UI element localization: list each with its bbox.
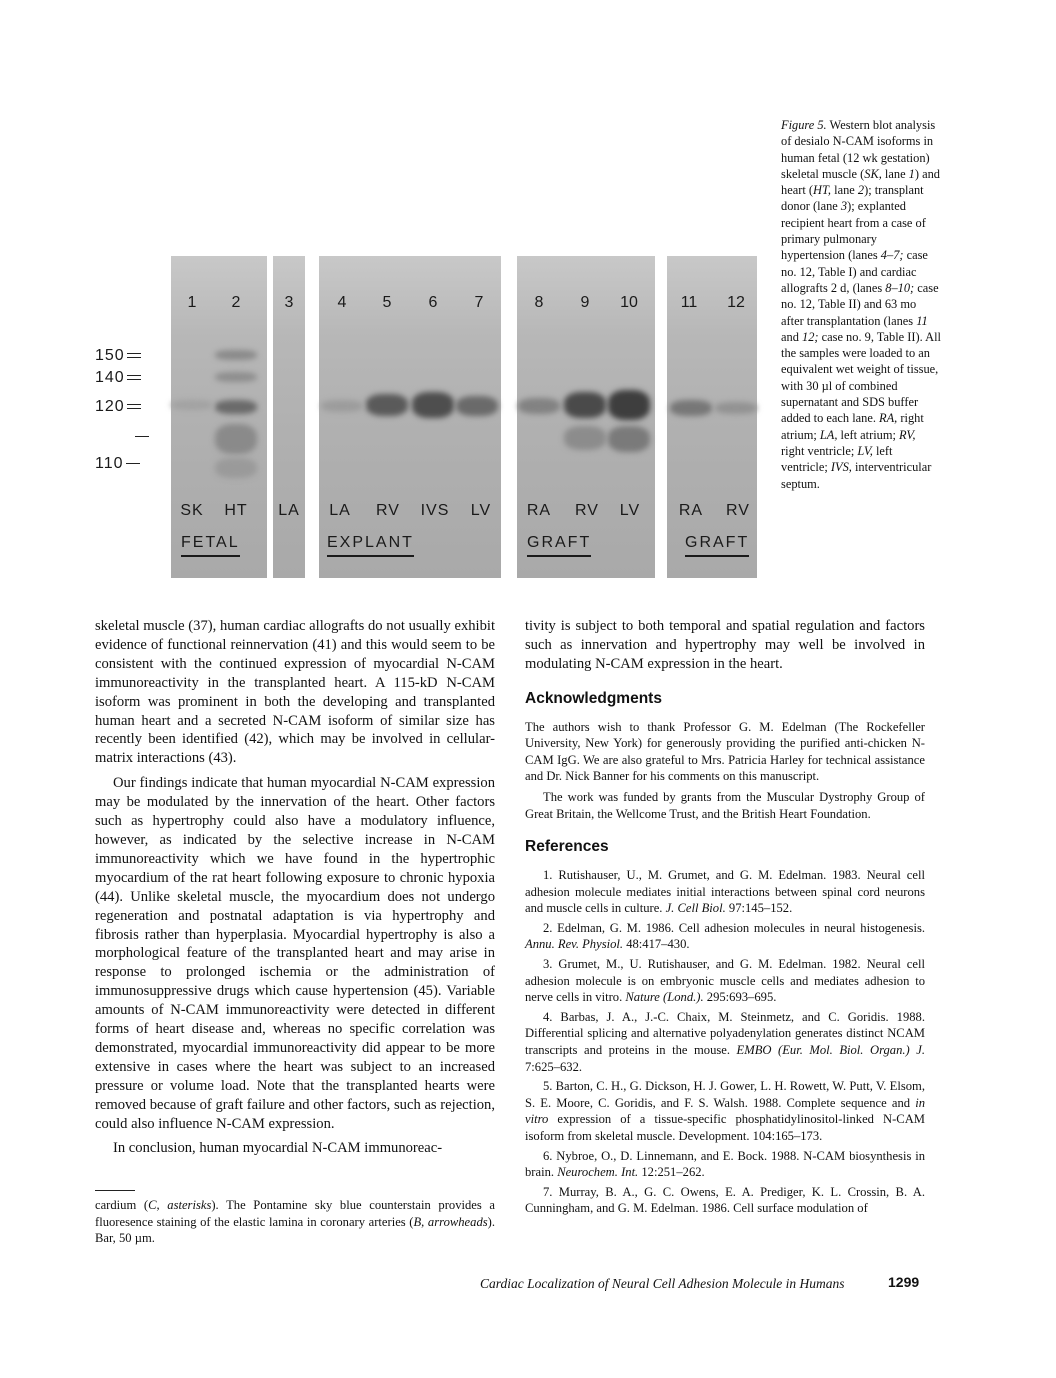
reference-item: 7. Murray, B. A., G. C. Owens, E. A. Prediger, K. L. Crossin, B. A. Cunningham, and G. M. Edelman. 1986. Cell surface modulation of bbox=[525, 1184, 925, 1216]
band bbox=[215, 372, 257, 382]
lane-number: 5 bbox=[382, 294, 392, 311]
reference-item: 1. Rutishauser, U., M. Grumet, and G. M. Edelman. 1983. Neural cell adhesion molecule mediates initial interactions between spinal cord neurons and muscle cells in culture. J. Cell Biol. 97:145–152. bbox=[525, 868, 925, 916]
footnote-rule bbox=[95, 1190, 135, 1191]
western-blot-figure bbox=[95, 250, 765, 582]
lane-label: LV bbox=[470, 502, 492, 519]
figure-caption: Figure 5. Western blot analysis of desialo N-CAM isoforms in human fetal (12 wk gestation) skeletal muscle (SK, lane 1) and heart (HT, lane 2); transplant donor (lane 3); explanted recipient heart from a case of primary pulmonary hypertension (lanes 4–7; case no. 12, Table I) and cardiac allografts 2 d, (lanes 8–10; case no. 12, Table II) and 63 mo after transplantation (lanes 11 and 12; case no. 9, Table II). All the samples were loaded to an equivalent wet weight of tissue, with 30 µl of combined supernatant and SDS buffer added to each lane. RA, right atrium; LA, left atrium; RV, right ventricle; LV, left ventricle; IVS, interventricular septum. bbox=[781, 118, 941, 491]
band bbox=[321, 400, 363, 412]
band bbox=[215, 350, 257, 360]
acknowledgments-heading: Acknowledgments bbox=[525, 689, 662, 707]
band bbox=[215, 424, 257, 454]
footnote: cardium (C, asterisks). The Pontamine sky blue counterstain provides a fluoresence staining of the elastic lamina in coronary arteries (B, arrowheads). Bar, 50 µm. bbox=[95, 1198, 496, 1246]
lane-number: 6 bbox=[428, 294, 438, 311]
group-label-graft: GRAFT bbox=[685, 534, 749, 557]
lane-number: 3 bbox=[284, 294, 294, 311]
acknowledgments-text: The authors wish to thank Professor G. M. Edelman (The Rockefeller University, New York) for generously providing the purified anti-chicken N-CAM IgG. We are also grateful to Mrs. Patricia Harley for technical assistance and Dr. Nick Banner for his comments on this manuscript. bbox=[525, 719, 925, 784]
page-number: 1299 bbox=[888, 1274, 920, 1290]
lane-label: IVS bbox=[420, 502, 450, 519]
body-paragraph: Our findings indicate that human myocardial N-CAM expression may be modulated by the innervation of the heart. Other factors such as hypertrophy could also have a modulatory influence, however, as indicated by the selective increase in N-CAM immunoreactivity which we have found in the hypertrophic myocardium of the rat heart following exposure to chronic hypoxia (44). Unlike skeletal muscle, the myocardium does not undergo regeneration and postnatal adaptation is via hypertrophy and fibrosis rather than hyperplasia. Myocardial hypertrophy is also a morphological feature of the transplanted heart and may arise in response to prolonged ischemia or the administration of immunosuppressive drugs which cause hypertension (45). Variable amounts of N-CAM immunoreactivity were detected in different forms of heart disease and, whereas no specific correlation was demonstrated, myocardial immunoreactivity did appear to be more extensive in cases where the heart was subject to an increased pressure or volume load. Note that the transplanted hearts were removed because of graft failure and other factors, such as rejection, could also influence N-CAM expression. bbox=[95, 775, 495, 1132]
band bbox=[456, 396, 498, 416]
reference-item: 6. Nybroe, O., D. Linnemann, and E. Bock. 1988. N-CAM biosynthesis in brain. Neurochem. Int. 12:251–262. bbox=[525, 1148, 925, 1180]
band bbox=[215, 400, 257, 414]
group-label-explant: EXPLANT bbox=[327, 534, 414, 557]
mw-marker-140: 140 bbox=[95, 369, 165, 387]
lane-number: 12 bbox=[727, 294, 745, 311]
reference-list bbox=[525, 867, 925, 1217]
lane-number: 7 bbox=[474, 294, 484, 311]
body-paragraph: skeletal muscle (37), human cardiac allografts do not usually exhibit evidence of functional reinnervation (41) and this would seem to be consistent with the continued expression of myocardial N-CAM immunoreactivity in the transplanted heart. A 115-kD N-CAM isoform was prominent in both the developing and transplanted human heart and a secreted N-CAM isoform of similar size has recently been identified (42), which may be involved in cellular-matrix interactions (43). bbox=[95, 618, 495, 767]
reference-item: 4. Barbas, J. A., J.-C. Chaix, M. Steinmetz, and C. Goridis. 1988. Differential splicing and alternative polyadenylation generates distinct NCAM transcripts and proteins in the mouse. EMBO (Eur. Mol. Biol. Organ.) J. 7:625–632. bbox=[525, 1009, 925, 1074]
lane-label: HT bbox=[224, 502, 248, 519]
lane-label: LA bbox=[329, 502, 351, 519]
group-label-graft: GRAFT bbox=[527, 534, 591, 557]
lane-label: RV bbox=[726, 502, 750, 519]
band bbox=[412, 392, 454, 418]
band bbox=[670, 400, 712, 416]
body-paragraph: tivity is subject to both temporal and spatial regulation and factors such as innervation and hypertrophy may well be involved in modulating N-CAM expression in the heart. bbox=[525, 618, 925, 672]
left-column bbox=[95, 617, 495, 1158]
lane-label: RV bbox=[376, 502, 400, 519]
lane-label: RV bbox=[575, 502, 599, 519]
body-paragraph: In conclusion, human myocardial N-CAM immunoreac- bbox=[113, 1140, 443, 1157]
band bbox=[608, 426, 650, 452]
acknowledgments-text: The work was funded by grants from the Muscular Dystrophy Group of Great Britain, the Wellcome Trust, and the British Heart Foundation. bbox=[525, 790, 925, 821]
mw-marker-150: 150 bbox=[95, 347, 165, 365]
lane-number: 9 bbox=[580, 294, 590, 311]
figure-label: Figure 5. bbox=[781, 118, 827, 132]
band bbox=[215, 458, 257, 478]
mw-marker-110: 110 bbox=[95, 455, 165, 473]
reference-item: 5. Barton, C. H., G. Dickson, H. J. Gower, L. H. Rowett, W. Putt, V. Elsom, S. E. Moore, C. Goridis, and F. S. Walsh. 1988. Complete sequence and in vitro expression of a tissue-specific phosphatidylinositol-linked N-CAM isoform from skeletal muscle. Development. 104:165–173. bbox=[525, 1079, 925, 1143]
lane-label: RA bbox=[678, 502, 704, 519]
lane-number: 2 bbox=[231, 294, 241, 311]
band bbox=[171, 400, 213, 410]
lane-number: 8 bbox=[534, 294, 544, 311]
reference-item: 3. Grumet, M., U. Rutishauser, and G. M. Edelman. 1982. Neural cell adhesion molecule is on embryonic muscle cells and mediates adhesion to nerve cells in vitro. Nature (Lond.). 295:693–695. bbox=[525, 957, 925, 1005]
band bbox=[715, 402, 757, 414]
lane-label: LV bbox=[619, 502, 641, 519]
references-heading: References bbox=[525, 838, 609, 856]
lane-number: 10 bbox=[620, 294, 638, 311]
lane-label: RA bbox=[526, 502, 552, 519]
band bbox=[564, 392, 606, 418]
lane-label: SK bbox=[180, 502, 204, 519]
band bbox=[518, 398, 560, 414]
band bbox=[564, 426, 606, 450]
band bbox=[608, 390, 650, 420]
lane-label: LA bbox=[278, 502, 300, 519]
group-label-fetal: FETAL bbox=[181, 534, 240, 557]
lane-number: 4 bbox=[337, 294, 347, 311]
right-column bbox=[525, 617, 925, 1220]
lane-number: 11 bbox=[680, 294, 698, 311]
mw-marker-120: 120 bbox=[95, 398, 165, 416]
lane-number: 1 bbox=[187, 294, 197, 311]
reference-item: 2. Edelman, G. M. 1986. Cell adhesion molecules in neural histogenesis. Annu. Rev. Physiol. 48:417–430. bbox=[525, 920, 925, 952]
running-title: Cardiac Localization of Neural Cell Adhesion Molecule in Humans bbox=[480, 1276, 845, 1291]
band bbox=[366, 394, 408, 416]
